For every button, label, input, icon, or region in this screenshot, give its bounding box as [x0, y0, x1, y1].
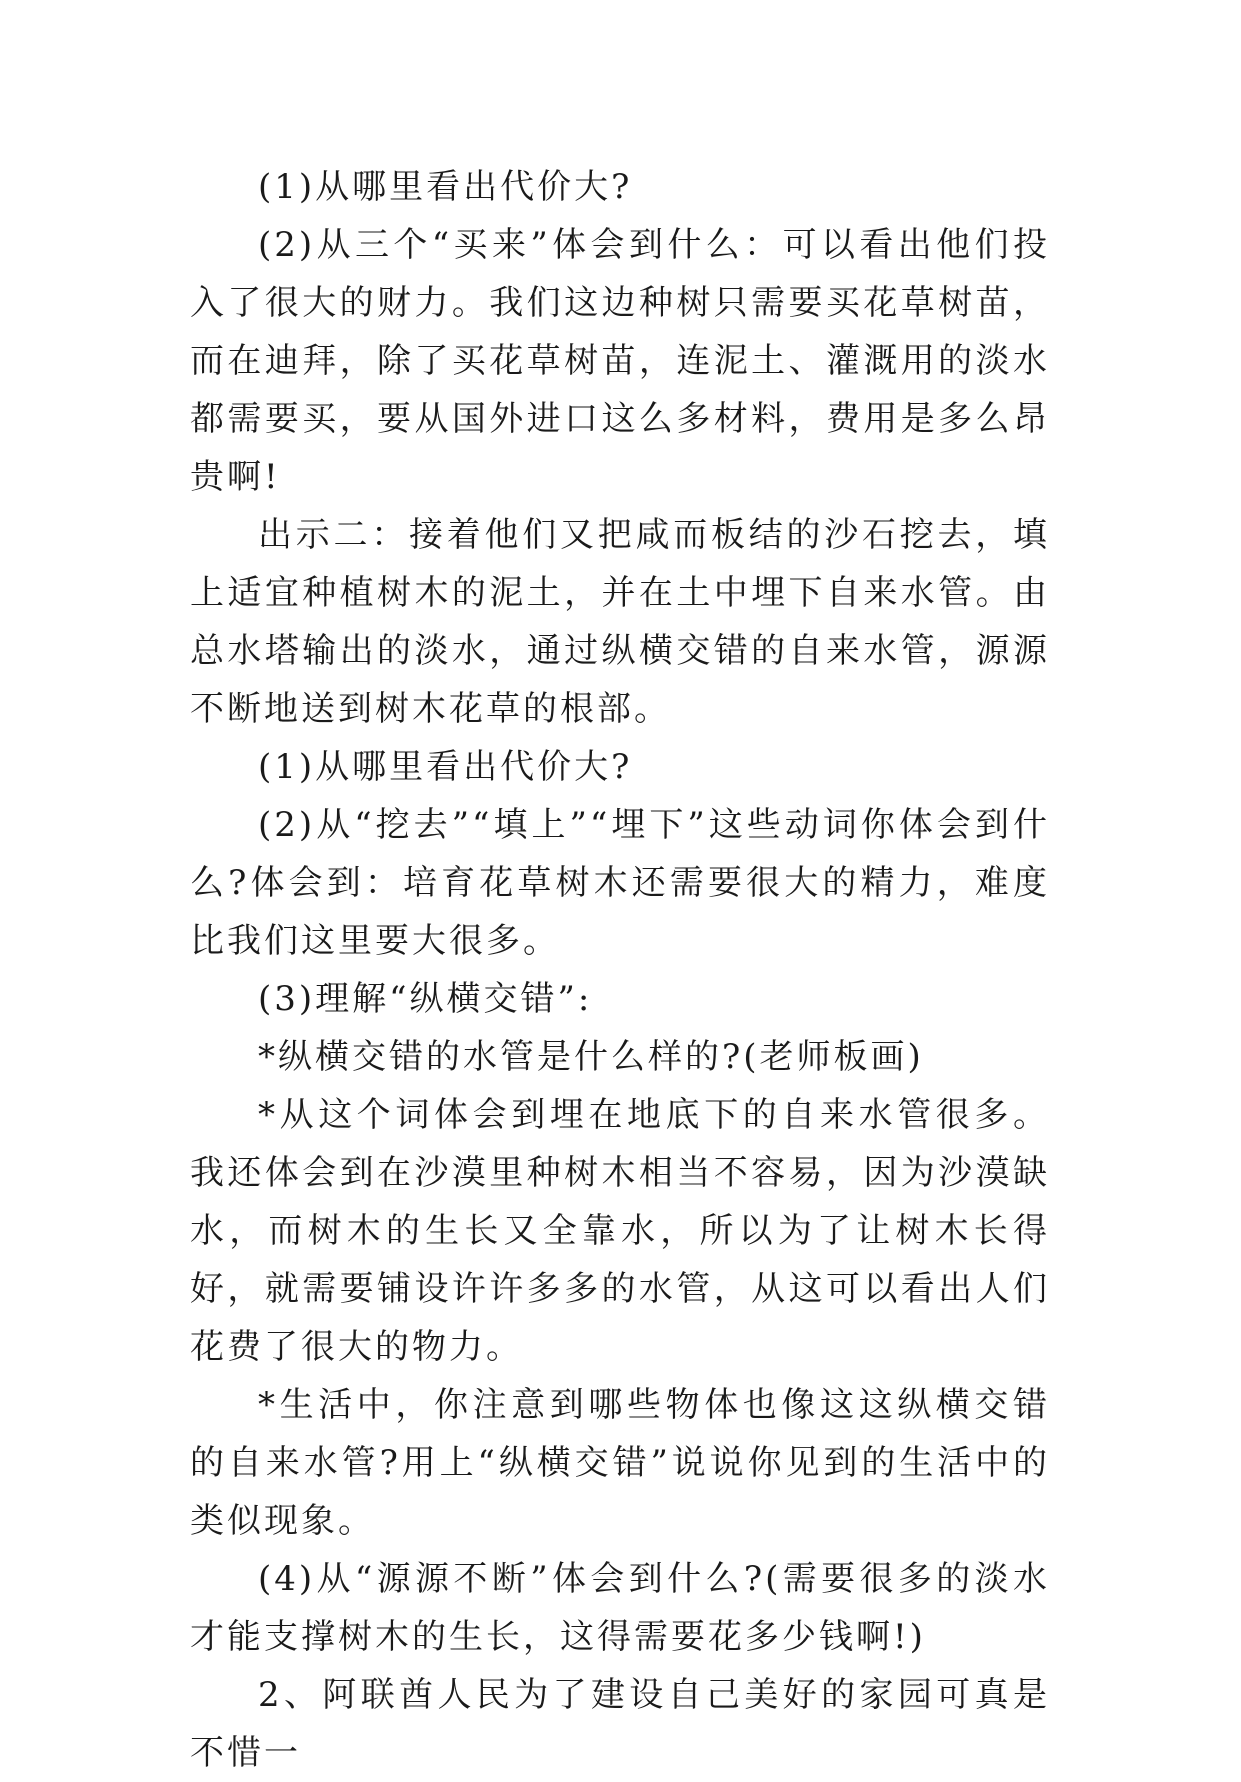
paragraph-question-4: (4)从“源源不断”体会到什么?(需要很多的淡水才能支撑树木的生长，这得需要花多少钱啊!) — [190, 1559, 1050, 1657]
document-body — [190, 158, 1050, 1782]
paragraph-bullet-3: *生活中，你注意到哪些物体也像这这纵横交错的自来水管?用上“纵横交错”说说你见到的生活中的类似现象。 — [190, 1385, 1050, 1541]
paragraph-question-1a: (1)从哪里看出代价大? — [258, 167, 633, 207]
paragraph-bullet-2: *从这个词体会到埋在地底下的自来水管很多。我还体会到在沙漠里种树木相当不容易，因为沙漠缺水，而树木的生长又全靠水，所以为了让树木长得好，就需要铺设许许多多的水管，从这可以看出人们花费了很大的物力。 — [190, 1095, 1050, 1367]
paragraph-question-3: (3)理解“纵横交错”: — [258, 979, 593, 1019]
paragraph-question-1b: (1)从哪里看出代价大? — [258, 747, 633, 787]
paragraph-bullet-1: *纵横交错的水管是什么样的?(老师板画) — [258, 1037, 924, 1077]
paragraph-excerpt-two: 出示二：接着他们又把咸而板结的沙石挖去，填上适宜种植树木的泥土，并在土中埋下自来水管。由总水塔输出的淡水，通过纵横交错的自来水管，源源不断地送到树木花草的根部。 — [190, 515, 1050, 729]
paragraph-question-2b: (2)从“挖去”“填上”“埋下”这些动词你体会到什么?体会到：培育花草树木还需要很大的精力，难度比我们这里要大很多。 — [190, 805, 1050, 961]
paragraph-section-2: 2、阿联酋人民为了建设自己美好的家园可真是不惜一 — [190, 1675, 1050, 1773]
paragraph-question-2a: (2)从三个“买来”体会到什么：可以看出他们投入了很大的财力。我们这边种树只需要买花草树苗，而在迪拜，除了买花草树苗，连泥土、灌溉用的淡水都需要买，要从国外进口这么多材料，费用是多么昂贵啊! — [190, 225, 1050, 497]
